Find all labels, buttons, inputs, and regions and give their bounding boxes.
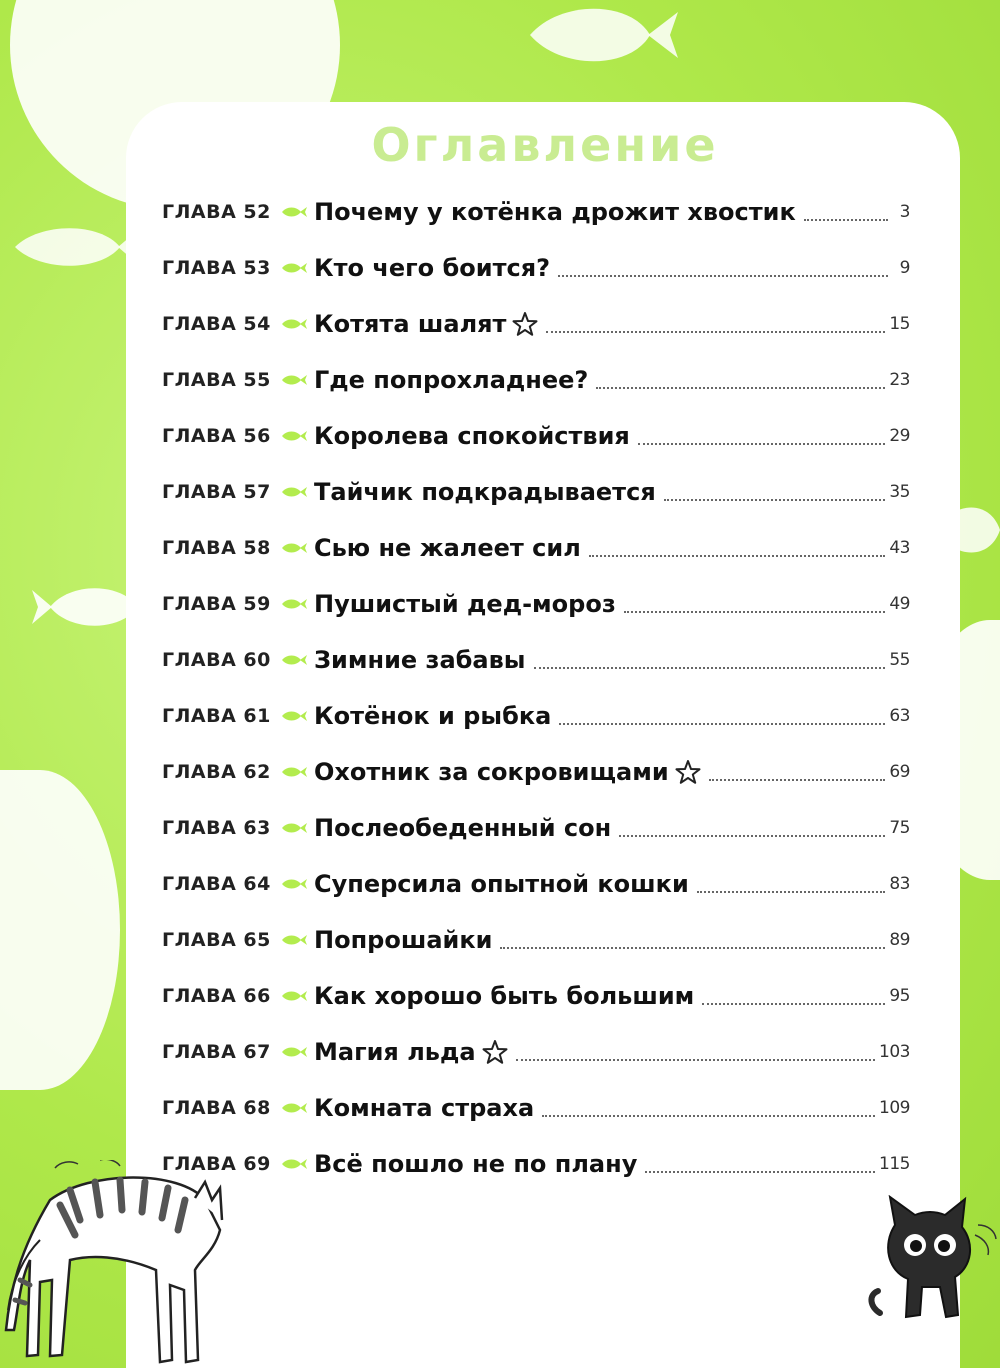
chapter-number: ГЛАВА 59 [162,593,271,615]
chapter-number: ГЛАВА 64 [162,873,271,895]
dot-leader [596,387,885,389]
chapter-title: Котёнок и рыбка [314,702,552,730]
fish-icon [274,653,314,667]
fish-icon [274,597,314,611]
dot-leader [619,835,885,837]
toc-entry[interactable] [162,526,910,570]
chapter-title: Магия льда [314,1038,476,1066]
toc-entry[interactable] [162,1030,910,1074]
chapter-title: Попрошайки [314,926,493,954]
toc-entry[interactable] [162,694,910,738]
dot-leader [645,1171,875,1173]
toc-entry[interactable] [162,582,910,626]
chapter-number: ГЛАВА 54 [162,313,271,335]
dot-leader [624,611,886,613]
toc-entry[interactable] [162,246,910,290]
fish-icon [274,485,314,499]
toc-entry[interactable] [162,302,910,346]
toc-entry[interactable] [162,190,910,234]
fish-icon [274,765,314,779]
chapter-number: ГЛАВА 66 [162,985,271,1007]
chapter-title: Почему у котёнка дрожит хвостик [314,198,796,226]
page-number: 3 [899,202,910,222]
page-number: 75 [889,818,910,838]
toc-entry[interactable] [162,750,910,794]
fish-icon [274,989,314,1003]
toc-entry[interactable] [162,414,910,458]
toc-entry[interactable] [162,862,910,906]
fish-silhouette-icon [30,582,140,632]
fish-icon [274,933,314,947]
dot-leader [804,219,888,221]
chapter-title: Зимние забавы [314,646,526,674]
fish-icon [274,261,314,275]
page-title: Оглавление [371,118,719,172]
page-number: 95 [889,986,910,1006]
dot-leader [702,1003,885,1005]
dot-leader [500,947,885,949]
dot-leader [697,891,886,893]
fish-icon [274,205,314,219]
chapter-title: Где попрохладнее? [314,366,589,394]
chapter-title: Сью не жалеет сил [314,534,581,562]
toc-entry[interactable] [162,358,910,402]
chapter-title: Послеобеденный сон [314,814,612,842]
toc-entry[interactable] [162,806,910,850]
chapter-number: ГЛАВА 58 [162,537,271,559]
chapter-number: ГЛАВА 52 [162,201,271,223]
fish-icon [274,1045,314,1059]
chapter-number: ГЛАВА 65 [162,929,271,951]
grey-tabby-cat-illustration [0,1160,240,1368]
page-number: 49 [889,594,910,614]
chapter-number: ГЛАВА 55 [162,369,271,391]
page-number: 35 [889,482,910,502]
chapter-title: Суперсила опытной кошки [314,870,689,898]
page-number: 115 [879,1154,910,1174]
chapter-title: Охотник за сокровищами [314,758,669,786]
chapter-number: ГЛАВА 68 [162,1097,271,1119]
page-number: 63 [889,706,910,726]
chapter-number: ГЛАВА 62 [162,761,271,783]
chapter-number: ГЛАВА 60 [162,649,271,671]
chapter-number: ГЛАВА 63 [162,817,271,839]
page-number: 9 [899,258,910,278]
chapter-number: ГЛАВА 61 [162,705,271,727]
fish-icon [274,317,314,331]
dot-leader [559,723,885,725]
toc-entry[interactable] [162,470,910,514]
chapter-title: Королева спокойствия [314,422,630,450]
page-number: 23 [889,370,910,390]
page-number: 43 [889,538,910,558]
toc-entry[interactable] [162,1086,910,1130]
page-number: 83 [889,874,910,894]
toc-entry[interactable] [162,638,910,682]
star-outline-icon [675,759,701,785]
star-outline-icon [482,1039,508,1065]
page-number: 55 [889,650,910,670]
chapter-title: Кто чего боится? [314,254,551,282]
fish-icon [274,821,314,835]
dot-leader [542,1115,875,1117]
fish-icon [274,877,314,891]
fish-icon [274,373,314,387]
chapter-title: Всё пошло не по плану [314,1150,638,1178]
dot-leader [709,779,886,781]
dot-leader [558,275,888,277]
page-number: 103 [879,1042,910,1062]
chapter-number: ГЛАВА 56 [162,425,271,447]
fish-icon [274,1101,314,1115]
dot-leader [638,443,886,445]
chapter-title: Комната страха [314,1094,535,1122]
toc-entry[interactable] [162,1142,910,1186]
star-outline-icon [512,311,538,337]
dot-leader [589,555,886,557]
chapter-number: ГЛАВА 69 [162,1153,271,1175]
chapter-number: ГЛАВА 53 [162,257,271,279]
toc-entry[interactable] [162,918,910,962]
dot-leader [516,1059,876,1061]
page-number: 29 [889,426,910,446]
page-number: 89 [889,930,910,950]
fish-icon [274,429,314,443]
dot-leader [534,667,886,669]
toc-entry[interactable] [162,974,910,1018]
page-number: 69 [889,762,910,782]
chapter-number: ГЛАВА 57 [162,481,271,503]
chapter-title: Как хорошо быть большим [314,982,695,1010]
black-kitten-illustration [860,1195,1000,1325]
fish-icon [274,1157,314,1171]
fish-silhouette-icon [520,0,680,70]
chapter-title: Пушистый дед-мороз [314,590,616,618]
fish-silhouette-icon [10,222,140,272]
dot-leader [546,331,885,333]
fish-icon [274,709,314,723]
dot-leader [664,499,886,501]
chapter-number: ГЛАВА 67 [162,1041,271,1063]
chapter-title: Котята шалят [314,310,507,338]
page-number: 15 [889,314,910,334]
chapter-title: Тайчик подкрадывается [314,478,656,506]
page-number: 109 [879,1098,910,1118]
fish-icon [274,541,314,555]
